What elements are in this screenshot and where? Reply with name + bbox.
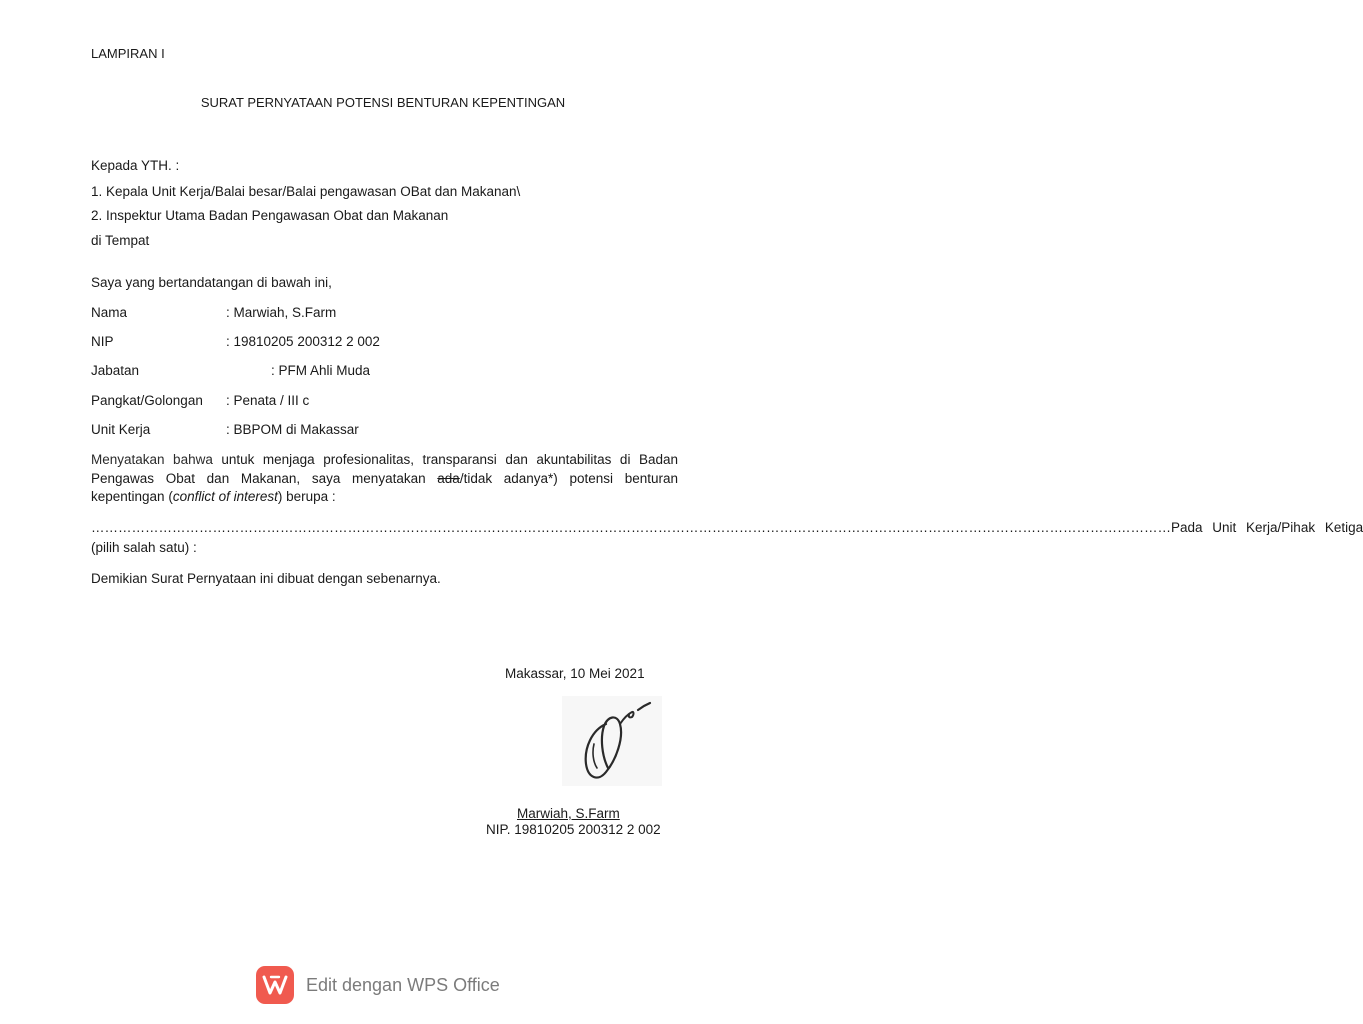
- wps-logo-icon[interactable]: [256, 966, 294, 1004]
- field-label-jabatan: Jabatan: [91, 363, 140, 378]
- field-label-unit-kerja: Unit Kerja: [91, 422, 151, 437]
- statement-part-1: Menyatakan bahwa: [91, 452, 222, 467]
- statement-italic: conflict of interest: [172, 489, 278, 504]
- place-date: Makassar, 10 Mei 2021: [505, 666, 645, 681]
- fill-in-line: [91, 520, 1363, 535]
- fill-in-tail: Pada Unit Kerja/Pihak Ketiga: [1171, 520, 1363, 535]
- signer-name: Marwiah, S.Farm: [517, 806, 620, 821]
- document-title: [0, 95, 768, 110]
- statement-part-4: ) berupa :: [277, 489, 336, 504]
- statement-paragraph: [91, 451, 678, 507]
- recipient-header: Kepada YTH. :: [91, 158, 180, 173]
- wps-edit-banner[interactable]: [256, 964, 500, 1006]
- statement-part-2: untuk menjaga profesionalitas, transparansi dan akuntabilitas di Badan Pengawas Obat dan Makanan, saya menyatakan: [91, 452, 678, 486]
- field-value-jabatan: : PFM Ahli Muda: [271, 363, 371, 378]
- document-title-text: SURAT PERNYATAAN POTENSI BENTURAN KEPENTINGAN: [200, 95, 566, 110]
- field-value-nip: : 19810205 200312 2 002: [226, 334, 380, 349]
- field-value-nama: : Marwiah, S.Farm: [226, 305, 337, 320]
- statement-struck-word: ada: [437, 470, 460, 486]
- fill-in-dots: ……………………………………………………………………………………………………………………………………………………………………………………………………………………: [91, 520, 1171, 535]
- wps-edit-label[interactable]: Edit dengan WPS Office: [306, 974, 500, 995]
- signature-icon: [562, 696, 662, 786]
- recipient-line-1: 1. Kepala Unit Kerja/Balai besar/Balai pengawasan OBat dan Makanan\: [91, 184, 521, 199]
- signer-nip: NIP. 19810205 200312 2 002: [486, 822, 661, 837]
- statement-part-3: /tidak adanya*) potensi benturan kepentingan (: [91, 470, 678, 504]
- field-value-pangkat: : Penata / III c: [226, 393, 310, 408]
- choose-note: (pilih salah satu) :: [91, 540, 197, 555]
- attachment-label: LAMPIRAN I: [91, 46, 165, 61]
- field-label-nip: NIP: [91, 334, 114, 349]
- field-label-pangkat: Pangkat/Golongan: [91, 393, 203, 408]
- field-value-unit-kerja: : BBPOM di Makassar: [226, 422, 359, 437]
- handwritten-signature: [562, 696, 662, 786]
- field-label-nama: Nama: [91, 305, 128, 320]
- intro-text: Saya yang bertandatangan di bawah ini,: [91, 275, 332, 290]
- closing-text: Demikian Surat Pernyataan ini dibuat dengan sebenarnya.: [91, 571, 441, 586]
- recipient-line-3: di Tempat: [91, 233, 150, 248]
- recipient-line-2: 2. Inspektur Utama Badan Pengawasan Obat dan Makanan: [91, 208, 449, 223]
